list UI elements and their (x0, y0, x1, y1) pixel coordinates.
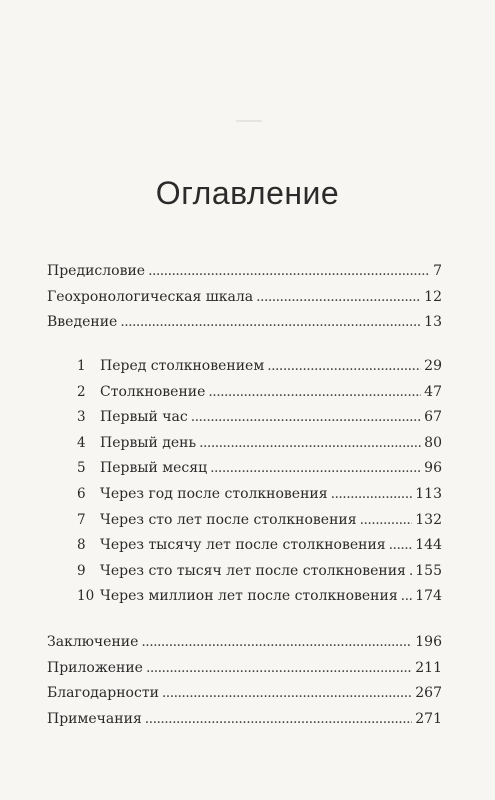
toc-entry-page: 12 (424, 288, 442, 305)
toc-chapter-2[interactable] (47, 384, 442, 410)
chapter-title: Столкновение (100, 383, 206, 400)
leader-dots (145, 711, 412, 727)
leader-dots (409, 563, 412, 579)
leader-dots (141, 634, 412, 650)
chapter-title: Через сто тысяч лет после столкновения (100, 562, 406, 579)
chapter-title: Через миллион лет после столкновения (100, 588, 398, 605)
page-title: Оглавление (155, 175, 340, 211)
chapter-page: 80 (424, 434, 442, 451)
toc-chapter-9[interactable] (47, 563, 442, 589)
leader-dots (210, 460, 421, 476)
toc-front-matter (47, 263, 442, 340)
chapter-number: 2 (77, 383, 86, 400)
page-smudge (236, 120, 262, 122)
chapter-number: 10 (77, 588, 95, 605)
chapter-page: 67 (424, 409, 442, 426)
toc-entry-page: 13 (424, 314, 442, 331)
chapter-number: 6 (77, 485, 86, 502)
leader-dots (148, 263, 430, 279)
leader-dots (389, 537, 413, 553)
toc-entry-label: Геохронологическая шкала (47, 288, 254, 305)
toc-chapter-1[interactable] (47, 358, 442, 384)
chapter-page: 132 (415, 511, 442, 528)
toc-entry-label: Благодарности (47, 685, 159, 702)
chapter-number: 3 (77, 409, 86, 426)
leader-dots (146, 660, 412, 676)
toc-entry-page: 271 (415, 710, 442, 727)
toc-chapter-7[interactable] (47, 512, 442, 538)
toc-entry-appendix[interactable] (47, 660, 442, 686)
toc-entry-preface[interactable] (47, 263, 442, 289)
toc-entry-introduction[interactable] (47, 314, 442, 340)
leader-dots (120, 314, 421, 330)
toc-entry-notes[interactable] (47, 711, 442, 737)
chapter-page: 29 (424, 358, 442, 374)
toc-entry-label: Приложение (47, 659, 143, 676)
toc-entry-page: 7 (433, 263, 442, 279)
chapter-page: 174 (415, 588, 442, 605)
chapter-page: 113 (415, 485, 442, 502)
chapter-title: Через год после столкновения (100, 485, 328, 502)
toc-entry-page: 267 (415, 685, 442, 702)
leader-dots (267, 358, 421, 374)
toc-chapters (47, 358, 442, 614)
chapter-number: 7 (77, 511, 86, 528)
chapter-title: Первый час (100, 409, 188, 426)
leader-dots (208, 384, 421, 400)
toc-entry-label: Предисловие (47, 263, 146, 279)
leader-dots (401, 588, 413, 604)
toc-entry-page: 211 (415, 659, 442, 676)
chapter-page: 155 (415, 562, 442, 579)
toc-chapter-8[interactable] (47, 537, 442, 563)
chapter-title: Перед столкновением (100, 358, 265, 374)
toc-entry-label: Введение (47, 314, 118, 331)
leader-dots (162, 685, 412, 701)
toc-chapter-6[interactable] (47, 486, 442, 512)
chapter-number: 8 (77, 537, 86, 554)
toc-chapter-4[interactable] (47, 435, 442, 461)
leader-dots (331, 486, 413, 502)
chapter-title: Первый месяц (100, 460, 208, 477)
leader-dots (199, 435, 421, 451)
toc-entry-page: 196 (415, 634, 442, 650)
chapter-title: Первый день (100, 434, 197, 451)
toc-entry-label: Заключение (47, 634, 139, 650)
leader-dots (191, 409, 421, 425)
toc-chapter-5[interactable] (47, 460, 442, 486)
leader-dots (256, 289, 421, 305)
toc-chapter-3[interactable] (47, 409, 442, 435)
toc-entry-conclusion[interactable] (47, 634, 442, 660)
chapter-number: 1 (77, 358, 86, 374)
chapter-number: 4 (77, 434, 86, 451)
chapter-number: 9 (77, 562, 86, 579)
toc-entry-acknowledgements[interactable] (47, 685, 442, 711)
chapter-title: Через сто лет после столкновения (100, 511, 357, 528)
toc-chapter-10[interactable] (47, 588, 442, 614)
toc-entry-geochronological-scale[interactable] (47, 289, 442, 315)
chapter-page: 47 (424, 383, 442, 400)
chapter-title: Через тысячу лет после столкновения (100, 537, 386, 554)
toc-entry-label: Примечания (47, 710, 142, 727)
leader-dots (360, 512, 413, 528)
chapter-page: 96 (424, 460, 442, 477)
chapter-page: 144 (415, 537, 442, 554)
toc-back-matter (47, 634, 442, 736)
chapter-number: 5 (77, 460, 86, 477)
